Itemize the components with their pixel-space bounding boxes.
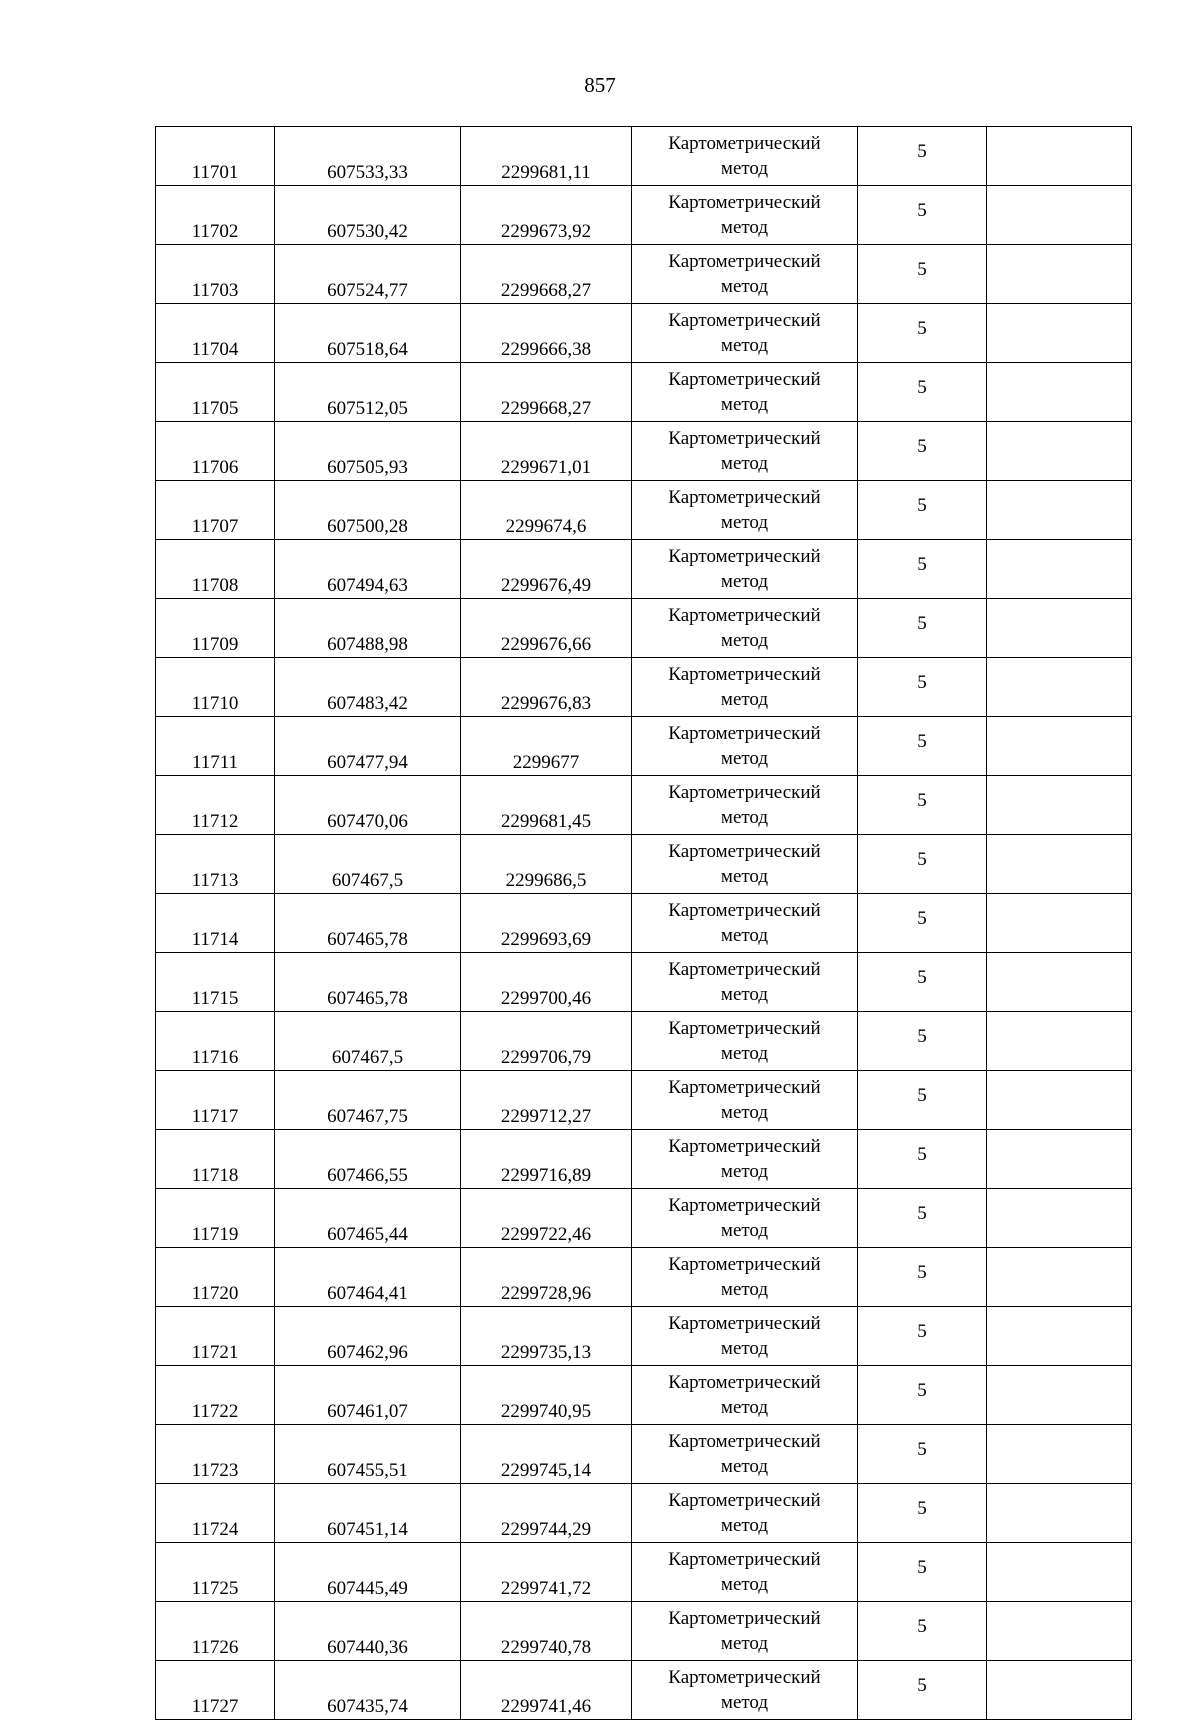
method-line-1: Картометрический [668,1313,821,1334]
note-cell [987,422,1132,481]
coordinates-table-body [156,127,1132,1720]
point-number-cell: 11702 [156,186,275,245]
point-number-cell: 11706 [156,422,275,481]
table-row [156,422,1132,481]
method-line-1: Картометрический [668,369,821,390]
x-coordinate-cell: 607455,51 [275,1425,461,1484]
method-cell [632,1484,858,1543]
point-number-cell: 11704 [156,304,275,363]
method-cell [632,953,858,1012]
table-row [156,1130,1132,1189]
method-line-1: Картометрический [668,1077,821,1098]
note-cell [987,481,1132,540]
note-cell [987,1012,1132,1071]
point-number-cell: 11703 [156,245,275,304]
method-cell [632,245,858,304]
note-cell [987,1248,1132,1307]
accuracy-cell: 5 [858,1366,987,1425]
method-line-2: метод [720,866,769,887]
x-coordinate-cell: 607464,41 [275,1248,461,1307]
method-cell [632,363,858,422]
point-number-cell: 11717 [156,1071,275,1130]
table-row [156,658,1132,717]
method-line-1: Картометрический [668,428,821,449]
accuracy-cell: 5 [858,245,987,304]
point-number-cell: 11708 [156,540,275,599]
y-coordinate-cell: 2299728,96 [461,1248,632,1307]
y-coordinate-cell: 2299676,66 [461,599,632,658]
table-row [156,1602,1132,1661]
accuracy-cell: 5 [858,1130,987,1189]
method-line-2: метод [720,1456,769,1477]
point-number-cell: 11707 [156,481,275,540]
x-coordinate-cell: 607488,98 [275,599,461,658]
method-cell [632,1071,858,1130]
method-line-2: метод [720,1338,769,1359]
note-cell [987,1543,1132,1602]
table-row [156,776,1132,835]
method-line-2: метод [720,158,769,179]
method-line-2: метод [720,925,769,946]
y-coordinate-cell: 2299745,14 [461,1425,632,1484]
method-line-2: метод [720,807,769,828]
method-line-1: Картометрический [668,841,821,862]
point-number-cell: 11719 [156,1189,275,1248]
y-coordinate-cell: 2299744,29 [461,1484,632,1543]
point-number-cell: 11718 [156,1130,275,1189]
point-number-cell: 11720 [156,1248,275,1307]
method-cell [632,1366,858,1425]
table-row [156,1661,1132,1720]
table-row [156,363,1132,422]
note-cell [987,1130,1132,1189]
note-cell [987,894,1132,953]
method-line-2: метод [720,276,769,297]
point-number-cell: 11727 [156,1661,275,1720]
note-cell [987,658,1132,717]
note-cell [987,304,1132,363]
point-number-cell: 11711 [156,717,275,776]
method-line-2: метод [720,1692,769,1713]
method-cell [632,1661,858,1720]
method-cell [632,658,858,717]
note-cell [987,1602,1132,1661]
table-row [156,481,1132,540]
y-coordinate-cell: 2299666,38 [461,304,632,363]
method-line-2: метод [720,217,769,238]
table-row [156,1071,1132,1130]
method-cell [632,1543,858,1602]
y-coordinate-cell: 2299693,69 [461,894,632,953]
accuracy-cell: 5 [858,1189,987,1248]
page-number: 857 [584,73,616,97]
point-number-cell: 11726 [156,1602,275,1661]
y-coordinate-cell: 2299741,46 [461,1661,632,1720]
method-line-2: метод [720,630,769,651]
table-row [156,953,1132,1012]
method-line-2: метод [720,1043,769,1064]
x-coordinate-cell: 607461,07 [275,1366,461,1425]
accuracy-cell: 5 [858,363,987,422]
note-cell [987,1366,1132,1425]
y-coordinate-cell: 2299681,11 [461,127,632,186]
note-cell [987,1307,1132,1366]
point-number-cell: 11723 [156,1425,275,1484]
accuracy-cell: 5 [858,658,987,717]
accuracy-cell: 5 [858,1307,987,1366]
method-line-2: метод [720,1102,769,1123]
point-number-cell: 11712 [156,776,275,835]
method-line-1: Картометрический [668,1431,821,1452]
method-line-1: Картометрический [668,133,821,154]
table-row [156,717,1132,776]
y-coordinate-cell: 2299706,79 [461,1012,632,1071]
note-cell [987,599,1132,658]
y-coordinate-cell: 2299674,6 [461,481,632,540]
table-row [156,835,1132,894]
method-line-2: метод [720,748,769,769]
method-cell [632,1189,858,1248]
x-coordinate-cell: 607465,78 [275,953,461,1012]
method-line-1: Картометрический [668,487,821,508]
method-line-1: Картометрический [668,782,821,803]
y-coordinate-cell: 2299712,27 [461,1071,632,1130]
y-coordinate-cell: 2299700,46 [461,953,632,1012]
note-cell [987,1425,1132,1484]
point-number-cell: 11722 [156,1366,275,1425]
point-number-cell: 11713 [156,835,275,894]
x-coordinate-cell: 607467,5 [275,1012,461,1071]
x-coordinate-cell: 607467,5 [275,835,461,894]
method-cell [632,1307,858,1366]
method-cell [632,540,858,599]
accuracy-cell: 5 [858,1484,987,1543]
method-line-2: метод [720,394,769,415]
method-line-1: Картометрический [668,1608,821,1629]
method-cell [632,304,858,363]
method-cell [632,599,858,658]
method-line-1: Картометрический [668,192,821,213]
point-number-cell: 11701 [156,127,275,186]
x-coordinate-cell: 607465,78 [275,894,461,953]
accuracy-cell: 5 [858,1602,987,1661]
accuracy-cell: 5 [858,717,987,776]
y-coordinate-cell: 2299676,83 [461,658,632,717]
note-cell [987,1189,1132,1248]
accuracy-cell: 5 [858,599,987,658]
method-line-1: Картометрический [668,546,821,567]
y-coordinate-cell: 2299735,13 [461,1307,632,1366]
x-coordinate-cell: 607524,77 [275,245,461,304]
table-row [156,599,1132,658]
x-coordinate-cell: 607467,75 [275,1071,461,1130]
y-coordinate-cell: 2299668,27 [461,245,632,304]
table-row [156,1189,1132,1248]
table-row [156,1543,1132,1602]
method-line-2: метод [720,335,769,356]
point-number-cell: 11714 [156,894,275,953]
x-coordinate-cell: 607466,55 [275,1130,461,1189]
y-coordinate-cell: 2299716,89 [461,1130,632,1189]
method-line-2: метод [720,689,769,710]
y-coordinate-cell: 2299740,78 [461,1602,632,1661]
accuracy-cell: 5 [858,422,987,481]
method-line-1: Картометрический [668,1254,821,1275]
point-number-cell: 11725 [156,1543,275,1602]
accuracy-cell: 5 [858,540,987,599]
method-line-1: Картометрический [668,251,821,272]
method-cell [632,776,858,835]
note-cell [987,1661,1132,1720]
accuracy-cell: 5 [858,186,987,245]
note-cell [987,953,1132,1012]
table-row [156,1425,1132,1484]
point-number-cell: 11709 [156,599,275,658]
method-cell [632,894,858,953]
point-number-cell: 11705 [156,363,275,422]
accuracy-cell: 5 [858,127,987,186]
accuracy-cell: 5 [858,894,987,953]
y-coordinate-cell: 2299681,45 [461,776,632,835]
method-line-2: метод [720,1279,769,1300]
y-coordinate-cell: 2299686,5 [461,835,632,894]
x-coordinate-cell: 607470,06 [275,776,461,835]
accuracy-cell: 5 [858,1425,987,1484]
method-cell [632,1012,858,1071]
y-coordinate-cell: 2299676,49 [461,540,632,599]
table-row [156,304,1132,363]
note-cell [987,363,1132,422]
table-row [156,245,1132,304]
method-line-2: метод [720,1220,769,1241]
note-cell [987,776,1132,835]
method-line-1: Картометрический [668,664,821,685]
method-cell [632,1602,858,1661]
method-line-1: Картометрический [668,310,821,331]
x-coordinate-cell: 607505,93 [275,422,461,481]
method-cell [632,127,858,186]
accuracy-cell: 5 [858,304,987,363]
table-row [156,1012,1132,1071]
x-coordinate-cell: 607440,36 [275,1602,461,1661]
method-cell [632,481,858,540]
note-cell [987,540,1132,599]
table-row [156,894,1132,953]
method-line-2: метод [720,1574,769,1595]
note-cell [987,1071,1132,1130]
method-line-2: метод [720,1397,769,1418]
accuracy-cell: 5 [858,835,987,894]
accuracy-cell: 5 [858,1543,987,1602]
note-cell [987,835,1132,894]
y-coordinate-cell: 2299677 [461,717,632,776]
method-line-1: Картометрический [668,1490,821,1511]
method-cell [632,1130,858,1189]
accuracy-cell: 5 [858,1071,987,1130]
x-coordinate-cell: 607435,74 [275,1661,461,1720]
method-line-1: Картометрический [668,1372,821,1393]
y-coordinate-cell: 2299741,72 [461,1543,632,1602]
table-row [156,540,1132,599]
method-line-2: метод [720,1161,769,1182]
method-line-1: Картометрический [668,605,821,626]
y-coordinate-cell: 2299740,95 [461,1366,632,1425]
coordinates-table [155,126,1132,1720]
table-row [156,1484,1132,1543]
method-cell [632,186,858,245]
note-cell [987,717,1132,776]
method-line-1: Картометрический [668,1018,821,1039]
method-line-1: Картометрический [668,959,821,980]
x-coordinate-cell: 607530,42 [275,186,461,245]
method-cell [632,422,858,481]
method-line-2: метод [720,453,769,474]
point-number-cell: 11721 [156,1307,275,1366]
accuracy-cell: 5 [858,776,987,835]
table-row [156,127,1132,186]
table-row [156,1366,1132,1425]
method-line-2: метод [720,1633,769,1654]
method-line-1: Картометрический [668,1667,821,1688]
method-line-1: Картометрический [668,1195,821,1216]
point-number-cell: 11724 [156,1484,275,1543]
method-cell [632,1425,858,1484]
y-coordinate-cell: 2299668,27 [461,363,632,422]
method-line-1: Картометрический [668,900,821,921]
method-line-1: Картометрический [668,723,821,744]
point-number-cell: 11710 [156,658,275,717]
method-cell [632,835,858,894]
y-coordinate-cell: 2299673,92 [461,186,632,245]
point-number-cell: 11715 [156,953,275,1012]
x-coordinate-cell: 607518,64 [275,304,461,363]
x-coordinate-cell: 607483,42 [275,658,461,717]
table-row [156,1307,1132,1366]
point-number-cell: 11716 [156,1012,275,1071]
x-coordinate-cell: 607451,14 [275,1484,461,1543]
note-cell [987,186,1132,245]
method-cell [632,717,858,776]
accuracy-cell: 5 [858,1248,987,1307]
y-coordinate-cell: 2299722,46 [461,1189,632,1248]
x-coordinate-cell: 607445,49 [275,1543,461,1602]
accuracy-cell: 5 [858,1012,987,1071]
x-coordinate-cell: 607533,33 [275,127,461,186]
accuracy-cell: 5 [858,1661,987,1720]
accuracy-cell: 5 [858,953,987,1012]
accuracy-cell: 5 [858,481,987,540]
y-coordinate-cell: 2299671,01 [461,422,632,481]
method-line-2: метод [720,512,769,533]
x-coordinate-cell: 607500,28 [275,481,461,540]
method-line-1: Картометрический [668,1549,821,1570]
x-coordinate-cell: 607477,94 [275,717,461,776]
x-coordinate-cell: 607494,63 [275,540,461,599]
note-cell [987,127,1132,186]
note-cell [987,1484,1132,1543]
x-coordinate-cell: 607462,96 [275,1307,461,1366]
table-row [156,186,1132,245]
method-line-2: метод [720,984,769,1005]
method-line-2: метод [720,571,769,592]
x-coordinate-cell: 607512,05 [275,363,461,422]
table-row [156,1248,1132,1307]
method-cell [632,1248,858,1307]
method-line-1: Картометрический [668,1136,821,1157]
x-coordinate-cell: 607465,44 [275,1189,461,1248]
note-cell [987,245,1132,304]
method-line-2: метод [720,1515,769,1536]
